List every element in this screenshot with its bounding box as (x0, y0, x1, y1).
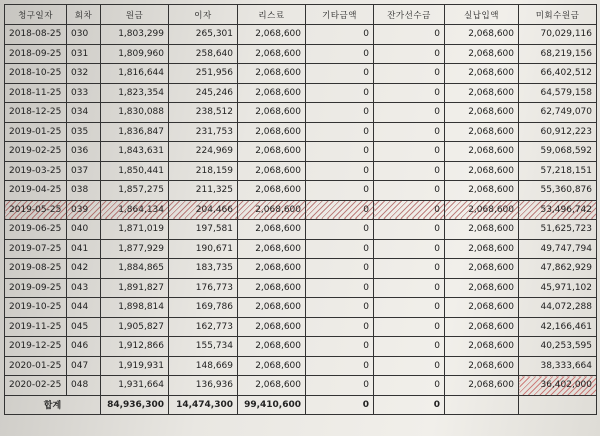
advance-cell: 0 (374, 298, 445, 318)
paid-amount-cell: 2,068,600 (445, 64, 519, 84)
lease-fee-cell: 2,068,600 (238, 103, 306, 123)
lease-fee-cell: 2,068,600 (238, 161, 306, 181)
lease-fee-cell: 2,068,600 (238, 44, 306, 64)
interest-cell: 148,669 (169, 356, 238, 376)
interest-cell: 162,773 (169, 317, 238, 337)
balance-cell: 53,496,742 (519, 200, 597, 220)
date-cell: 2019-08-25 (5, 259, 67, 279)
paid-amount-cell: 2,068,600 (445, 376, 519, 396)
table-row (5, 44, 597, 64)
other-amount-cell: 0 (306, 161, 374, 181)
balance-cell: 57,218,151 (519, 161, 597, 181)
lease-fee-cell: 2,068,600 (238, 200, 306, 220)
lease-fee-cell: 2,068,600 (238, 64, 306, 84)
lease-fee-cell: 2,068,600 (238, 25, 306, 45)
advance-cell: 0 (374, 142, 445, 162)
lease-fee-cell: 2,068,600 (238, 83, 306, 103)
paid-amount-cell: 2,068,600 (445, 278, 519, 298)
principal-cell: 1,898,814 (101, 298, 169, 318)
principal-cell: 1,919,931 (101, 356, 169, 376)
principal-cell: 1,850,441 (101, 161, 169, 181)
total-balance (519, 395, 597, 415)
paid-amount-cell: 2,068,600 (445, 161, 519, 181)
table-row (5, 337, 597, 357)
round-cell: 032 (67, 64, 101, 84)
other-amount-cell: 0 (306, 337, 374, 357)
principal-cell: 1,905,827 (101, 317, 169, 337)
round-cell: 031 (67, 44, 101, 64)
other-amount-cell: 0 (306, 25, 374, 45)
lease-fee-cell: 2,068,600 (238, 239, 306, 259)
interest-cell: 155,734 (169, 337, 238, 357)
date-cell: 2018-12-25 (5, 103, 67, 123)
advance-cell: 0 (374, 239, 445, 259)
date-cell: 2019-04-25 (5, 181, 67, 201)
lease-fee-cell: 2,068,600 (238, 376, 306, 396)
round-cell: 047 (67, 356, 101, 376)
date-cell: 2018-11-25 (5, 83, 67, 103)
round-cell: 035 (67, 122, 101, 142)
balance-cell: 64,579,158 (519, 83, 597, 103)
table-row (5, 259, 597, 279)
date-cell: 2019-07-25 (5, 239, 67, 259)
round-cell: 042 (67, 259, 101, 279)
interest-cell: 231,753 (169, 122, 238, 142)
round-cell: 037 (67, 161, 101, 181)
principal-cell: 1,884,865 (101, 259, 169, 279)
balance-cell: 62,749,070 (519, 103, 597, 123)
advance-cell: 0 (374, 161, 445, 181)
date-cell: 2018-10-25 (5, 64, 67, 84)
other-amount-cell: 0 (306, 220, 374, 240)
round-cell: 048 (67, 376, 101, 396)
interest-cell: 169,786 (169, 298, 238, 318)
header-cell: 리스료 (238, 5, 306, 25)
principal-cell: 1,823,354 (101, 83, 169, 103)
total-interest: 14,474,300 (169, 395, 238, 415)
principal-cell: 1,816,644 (101, 64, 169, 84)
table-row (5, 161, 597, 181)
balance-cell: 45,971,102 (519, 278, 597, 298)
principal-cell: 1,830,088 (101, 103, 169, 123)
lease-fee-cell: 2,068,600 (238, 220, 306, 240)
advance-cell: 0 (374, 278, 445, 298)
date-cell: 2019-11-25 (5, 317, 67, 337)
lease-schedule-table (4, 4, 597, 415)
round-cell: 046 (67, 337, 101, 357)
date-cell: 2019-10-25 (5, 298, 67, 318)
table-row (5, 356, 597, 376)
interest-cell: 245,246 (169, 83, 238, 103)
total-advance: 0 (374, 395, 445, 415)
balance-cell: 47,862,929 (519, 259, 597, 279)
other-amount-cell: 0 (306, 200, 374, 220)
round-cell: 039 (67, 200, 101, 220)
lease-fee-cell: 2,068,600 (238, 259, 306, 279)
balance-cell: 70,029,116 (519, 25, 597, 45)
date-cell: 2019-05-25 (5, 200, 67, 220)
round-cell: 038 (67, 181, 101, 201)
interest-cell: 176,773 (169, 278, 238, 298)
table-row (5, 376, 597, 396)
date-cell: 2020-01-25 (5, 356, 67, 376)
other-amount-cell: 0 (306, 122, 374, 142)
advance-cell: 0 (374, 103, 445, 123)
round-cell: 036 (67, 142, 101, 162)
balance-cell: 38,333,664 (519, 356, 597, 376)
advance-cell: 0 (374, 25, 445, 45)
date-cell: 2019-01-25 (5, 122, 67, 142)
round-cell: 043 (67, 278, 101, 298)
balance-cell: 66,402,512 (519, 64, 597, 84)
balance-cell: 55,360,876 (519, 181, 597, 201)
paid-amount-cell: 2,068,600 (445, 103, 519, 123)
paid-amount-cell: 2,068,600 (445, 317, 519, 337)
interest-cell: 136,936 (169, 376, 238, 396)
paid-amount-cell: 2,068,600 (445, 239, 519, 259)
interest-cell: 258,640 (169, 44, 238, 64)
balance-cell: 36,402,000 (519, 376, 597, 396)
round-cell: 034 (67, 103, 101, 123)
date-cell: 2019-12-25 (5, 337, 67, 357)
principal-cell: 1,803,299 (101, 25, 169, 45)
other-amount-cell: 0 (306, 239, 374, 259)
other-amount-cell: 0 (306, 298, 374, 318)
paid-amount-cell: 2,068,600 (445, 122, 519, 142)
total-label: 합계 (5, 395, 101, 415)
advance-cell: 0 (374, 337, 445, 357)
advance-cell: 0 (374, 44, 445, 64)
date-cell: 2018-08-25 (5, 25, 67, 45)
total-row (5, 395, 597, 415)
other-amount-cell: 0 (306, 103, 374, 123)
paid-amount-cell: 2,068,600 (445, 142, 519, 162)
paid-amount-cell: 2,068,600 (445, 25, 519, 45)
date-cell: 2018-09-25 (5, 44, 67, 64)
table-row (5, 181, 597, 201)
paid-amount-cell: 2,068,600 (445, 337, 519, 357)
date-cell: 2019-06-25 (5, 220, 67, 240)
header-cell: 청구일자 (5, 5, 67, 25)
lease-fee-cell: 2,068,600 (238, 317, 306, 337)
table-row (5, 298, 597, 318)
header-row (5, 5, 597, 25)
table-row (5, 239, 597, 259)
total-other: 0 (306, 395, 374, 415)
other-amount-cell: 0 (306, 142, 374, 162)
other-amount-cell: 0 (306, 376, 374, 396)
other-amount-cell: 0 (306, 181, 374, 201)
principal-cell: 1,931,664 (101, 376, 169, 396)
balance-cell: 49,747,794 (519, 239, 597, 259)
table-row (5, 83, 597, 103)
other-amount-cell: 0 (306, 317, 374, 337)
interest-cell: 190,671 (169, 239, 238, 259)
other-amount-cell: 0 (306, 44, 374, 64)
lease-fee-cell: 2,068,600 (238, 142, 306, 162)
table-row (5, 200, 597, 220)
balance-cell: 40,253,595 (519, 337, 597, 357)
round-cell: 044 (67, 298, 101, 318)
advance-cell: 0 (374, 64, 445, 84)
interest-cell: 211,325 (169, 181, 238, 201)
table-row (5, 278, 597, 298)
total-principal: 84,936,300 (101, 395, 169, 415)
advance-cell: 0 (374, 83, 445, 103)
paid-amount-cell: 2,068,600 (445, 356, 519, 376)
advance-cell: 0 (374, 220, 445, 240)
lease-fee-cell: 2,068,600 (238, 298, 306, 318)
round-cell: 030 (67, 25, 101, 45)
balance-cell: 60,912,223 (519, 122, 597, 142)
advance-cell: 0 (374, 259, 445, 279)
paid-amount-cell: 2,068,600 (445, 200, 519, 220)
header-cell: 기타금액 (306, 5, 374, 25)
table-row (5, 142, 597, 162)
table-row (5, 25, 597, 45)
header-cell: 미회수원금 (519, 5, 597, 25)
principal-cell: 1,836,847 (101, 122, 169, 142)
paid-amount-cell: 2,068,600 (445, 298, 519, 318)
principal-cell: 1,864,134 (101, 200, 169, 220)
principal-cell: 1,843,631 (101, 142, 169, 162)
header-cell: 실납입액 (445, 5, 519, 25)
paid-amount-cell: 2,068,600 (445, 181, 519, 201)
balance-cell: 51,625,723 (519, 220, 597, 240)
date-cell: 2019-09-25 (5, 278, 67, 298)
advance-cell: 0 (374, 376, 445, 396)
advance-cell: 0 (374, 181, 445, 201)
paid-amount-cell: 2,068,600 (445, 44, 519, 64)
date-cell: 2019-02-25 (5, 142, 67, 162)
lease-fee-cell: 2,068,600 (238, 356, 306, 376)
table-row (5, 220, 597, 240)
header-cell: 회차 (67, 5, 101, 25)
total-paid (445, 395, 519, 415)
header-cell: 잔가선수금 (374, 5, 445, 25)
paid-amount-cell: 2,068,600 (445, 83, 519, 103)
table-row (5, 317, 597, 337)
balance-cell: 42,166,461 (519, 317, 597, 337)
header-cell: 이자 (169, 5, 238, 25)
paid-amount-cell: 2,068,600 (445, 220, 519, 240)
lease-fee-cell: 2,068,600 (238, 122, 306, 142)
table-row (5, 122, 597, 142)
advance-cell: 0 (374, 356, 445, 376)
principal-cell: 1,891,827 (101, 278, 169, 298)
round-cell: 040 (67, 220, 101, 240)
interest-cell: 183,735 (169, 259, 238, 279)
interest-cell: 251,956 (169, 64, 238, 84)
interest-cell: 238,512 (169, 103, 238, 123)
principal-cell: 1,912,866 (101, 337, 169, 357)
principal-cell: 1,871,019 (101, 220, 169, 240)
principal-cell: 1,809,960 (101, 44, 169, 64)
total-lease-fee: 99,410,600 (238, 395, 306, 415)
other-amount-cell: 0 (306, 259, 374, 279)
advance-cell: 0 (374, 317, 445, 337)
interest-cell: 204,466 (169, 200, 238, 220)
paid-amount-cell: 2,068,600 (445, 259, 519, 279)
header-cell: 원금 (101, 5, 169, 25)
date-cell: 2019-03-25 (5, 161, 67, 181)
interest-cell: 265,301 (169, 25, 238, 45)
principal-cell: 1,857,275 (101, 181, 169, 201)
principal-cell: 1,877,929 (101, 239, 169, 259)
interest-cell: 218,159 (169, 161, 238, 181)
round-cell: 041 (67, 239, 101, 259)
round-cell: 033 (67, 83, 101, 103)
table-row (5, 103, 597, 123)
other-amount-cell: 0 (306, 356, 374, 376)
lease-fee-cell: 2,068,600 (238, 278, 306, 298)
round-cell: 045 (67, 317, 101, 337)
other-amount-cell: 0 (306, 278, 374, 298)
advance-cell: 0 (374, 122, 445, 142)
other-amount-cell: 0 (306, 64, 374, 84)
balance-cell: 59,068,592 (519, 142, 597, 162)
other-amount-cell: 0 (306, 83, 374, 103)
interest-cell: 197,581 (169, 220, 238, 240)
balance-cell: 44,072,288 (519, 298, 597, 318)
table-row (5, 64, 597, 84)
interest-cell: 224,969 (169, 142, 238, 162)
advance-cell: 0 (374, 200, 445, 220)
balance-cell: 68,219,156 (519, 44, 597, 64)
lease-fee-cell: 2,068,600 (238, 181, 306, 201)
date-cell: 2020-02-25 (5, 376, 67, 396)
lease-fee-cell: 2,068,600 (238, 337, 306, 357)
